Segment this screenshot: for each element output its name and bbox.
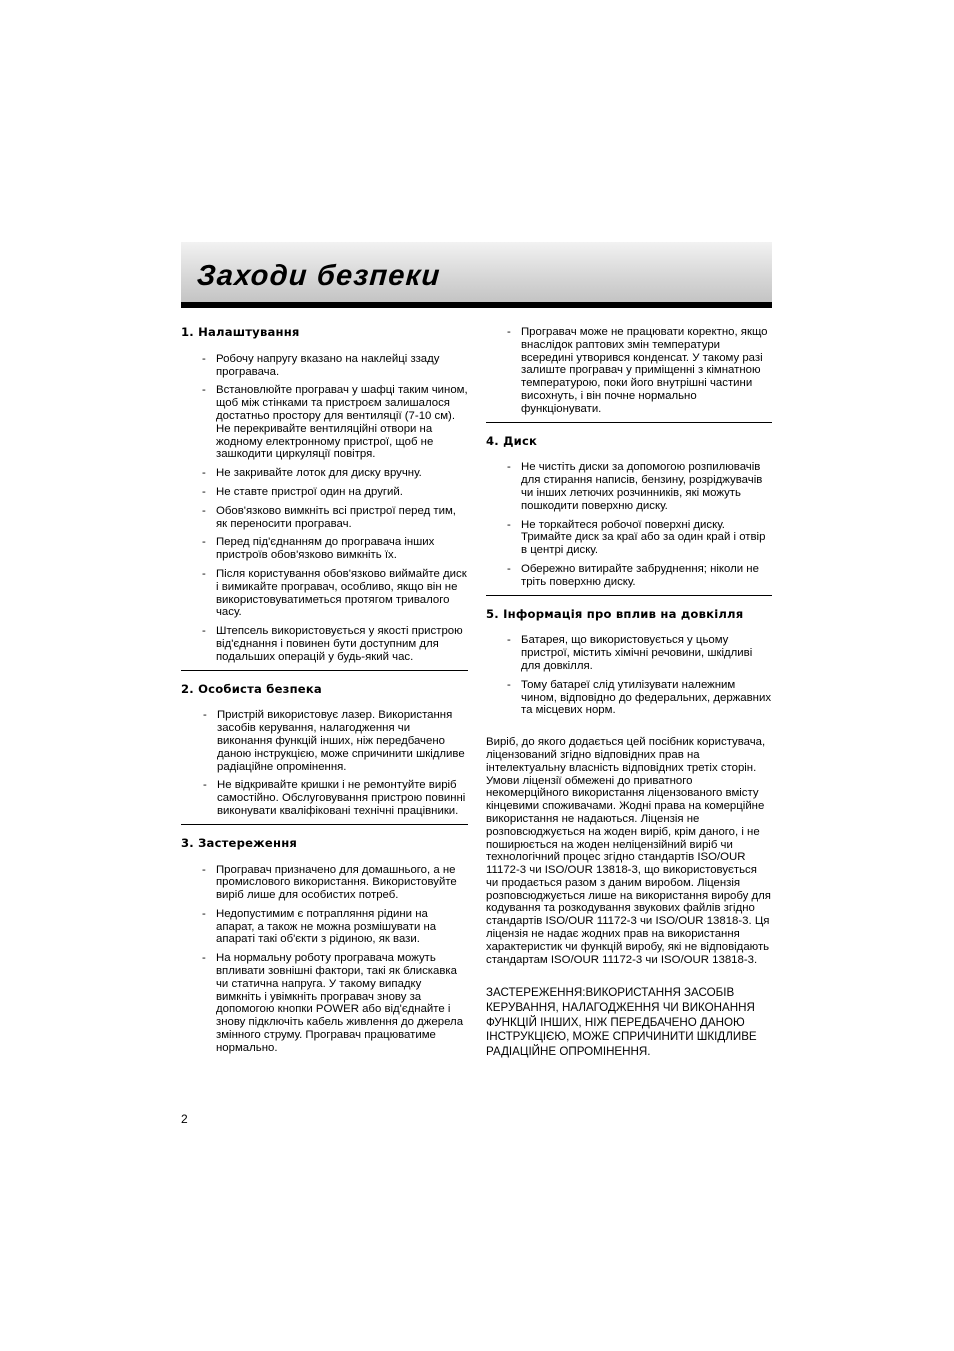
- section-title: 5. Інформація про вплив на довкілля: [486, 606, 744, 621]
- bullet-list: [181, 864, 468, 1055]
- list-item: - Робочу напругу вказано на наклейці ззаду програвача.: [181, 353, 468, 379]
- list-item: - Обов'язково вимкніть всі пристрої перед тим, як переносити програвач.: [181, 505, 468, 531]
- list-item: - Не закривайте лоток для диску вручну.: [181, 467, 468, 480]
- list-item: - Після користування обов'язково виймайте диск і вимикайте програвач, особливо, якщо він не використовуватиметься протягом тривалого часу.: [181, 568, 468, 619]
- list-item: - Встановлюйте програвач у шафці таким чином, щоб між стінками та пристроєм залишалося достатньо простору для вентиляції (7-10 см). Не перекривайте вентиляційні отвори на жодному електронному пристрої, щоб не зашкодити циркуляції повітря.: [181, 384, 468, 461]
- bullet-list: [486, 634, 772, 717]
- section-environment: [486, 595, 772, 718]
- list-item: - Не чистіть диски за допомогою розпилювачів для стирання написів, бензину, розріджувачів чи інших летючих розчинників, які можуть пошкодити поверхню диску.: [486, 461, 772, 512]
- right-column: [486, 326, 772, 1059]
- list-item: - Обережно витирайте забруднення; ніколи не тріть поверхню диску.: [486, 563, 772, 589]
- title-banner: [181, 242, 772, 308]
- bullet-list: [181, 709, 468, 817]
- bullet-list: [181, 353, 468, 664]
- section-setup: [181, 326, 468, 664]
- list-item: - Не відкривайте кришки і не ремонтуйте виріб самостійно. Обслуговування пристрою повинні виконувати кваліфіковані технічні працівники.: [181, 779, 468, 817]
- page-title: Заходи безпеки: [195, 260, 442, 292]
- left-column: [181, 326, 468, 1061]
- list-item: - Тому батареї слід утилізувати належним чином, відповідно до федеральних, державних та місцевих норм.: [486, 679, 772, 717]
- list-item: - Не торкайтеся робочої поверхні диску. Тримайте диск за краї або за один край і отвір в центрі диску.: [486, 519, 772, 557]
- section-personal-safety: [181, 670, 468, 818]
- page-number: 2: [181, 1112, 188, 1126]
- section-cautions: [181, 824, 468, 1055]
- section-cautions-continued: [486, 326, 772, 416]
- radiation-warning: ЗАСТЕРЕЖЕННЯ:ВИКОРИСТАННЯ ЗАСОБІВ КЕРУВАННЯ, НАЛАГОДЖЕННЯ ЧИ ВИКОНАННЯ ФУНКЦІЙ ІНШИХ, НІЖ ПЕРЕДБАЧЕНО ДАНОЮ ІНСТРУКЦІЄЮ, МОЖЕ СПРИЧИНИТИ ШКІДЛИВЕ РАДІАЦІЙНЕ ОПРОМІНЕННЯ.: [486, 986, 757, 1058]
- section-title: 1. Налаштування: [181, 325, 300, 339]
- section-disc: [486, 422, 772, 589]
- section-title: 3. Застереження: [181, 835, 298, 850]
- list-item: - Недопустимим є потрапляння рідини на апарат, а також не можна розмішувати на апараті такі об'єкти з рідиною, як вази.: [181, 908, 468, 946]
- bullet-list: [486, 461, 772, 588]
- list-item: - Не ставте пристрої один на другий.: [181, 486, 468, 499]
- bullet-list: [486, 326, 772, 416]
- list-item: - На нормальну роботу програвача можуть впливати зовнішні фактори, такі як блискавка чи статична напруга. У такому випадку вимкніть і увімкніть програвач знову за допомогою кнопки POWER або від'єднайте і знову підключіть кабель живлення до джерела змінного струму. Програвач працюватиме нормально.: [181, 952, 468, 1054]
- list-item: - Програвач призначено для домашнього, а не промислового використання. Використовуйте виріб лише для особистих потреб.: [181, 864, 468, 902]
- license-paragraph: Виріб, до якого додається цей посібник користувача, ліцензований згідно відповідних прав на інтелектуальну власність відповідних третіх сторін. Умови ліцензії обмежені до приватного некомерційного використання ліцензованого вмісту кінцевими споживачами. Жодні права на комерційне використання не надаються. Ліцензія не розповсюджується на жоден виріб, крім даного, і не поширюється на жоден неліцензійний виріб чи технологічний процес згідно стандартів ISO/OUR 11172-3 чи ISO/OUR 13818-3, що використовується чи продається разом з даним виробом. Ліцензія розповсюджується лише на використання виробу для кодування та розкодування звукових файлів згідно стандартів ISO/OUR 11172-3 чи ISO/OUR 13818-3. Ця ліцензія не надає жодних прав на використання характеристик чи функцій виробу, які не відповідають стандартам ISO/OUR 11172-3 чи ISO/OUR 13818-3.: [486, 736, 771, 966]
- list-item: - Батарея, що використовується у цьому пристрої, містить хімічні речовини, шкідливі для довкілля.: [486, 634, 772, 672]
- list-item: - Пристрій використовує лазер. Використання засобів керування, налагодження чи виконання функцій інших, ніж передбачено даною інструкцією, може спричинити шкідливе радіаційне опромінення.: [181, 709, 468, 773]
- section-title: 4. Диск: [486, 433, 538, 448]
- section-title: 2. Особиста безпека: [181, 681, 322, 696]
- list-item: - Перед під'єднанням до програвача інших пристроїв обов'язково вимкніть їх.: [181, 536, 468, 562]
- list-item: - Штепсель використовується у якості пристрою від'єднання і повинен бути доступним для подальших операцій у будь-який час.: [181, 625, 468, 663]
- list-item: - Програвач може не працювати коректно, якщо внаслідок раптових змін температури всередині утворився конденсат. У такому разі залиште програвач у приміщенні з кімнатною температурою, поки його внутрішні частини висохнуть, і він почне нормально функціонувати.: [486, 326, 772, 416]
